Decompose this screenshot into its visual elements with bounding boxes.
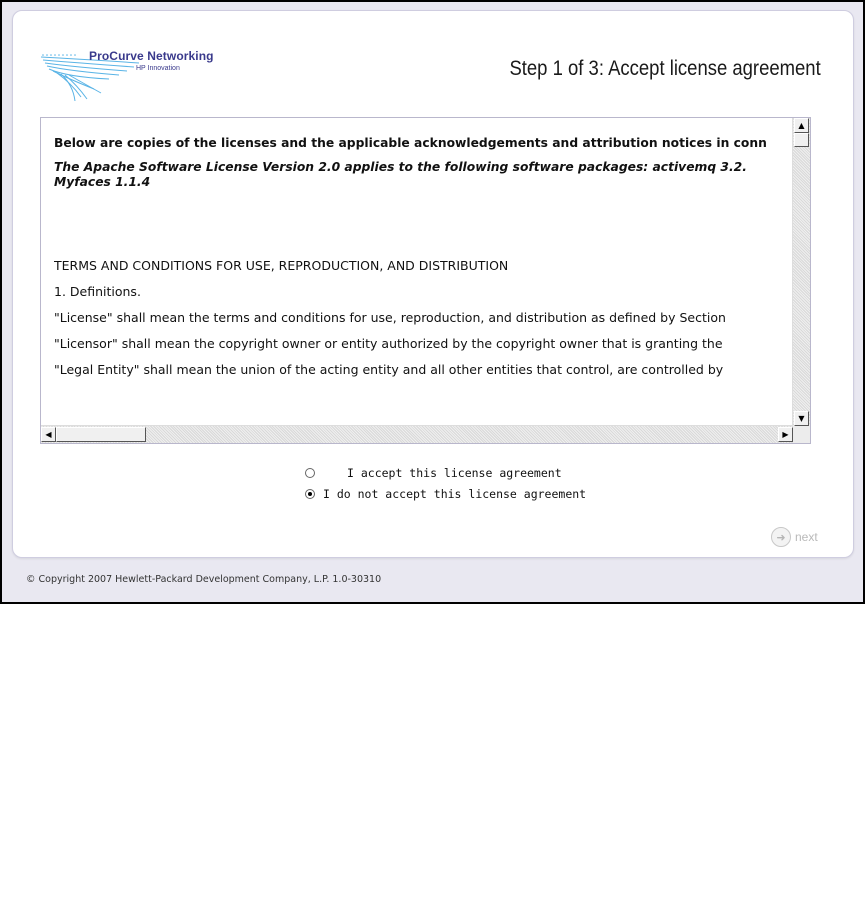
scrollbar-corner	[793, 426, 810, 443]
license-definition: "License" shall mean the terms and conditions for use, reproduction, and distribution as defined by Section	[54, 310, 726, 325]
decline-radio[interactable]	[305, 489, 315, 499]
accept-radio[interactable]	[305, 468, 315, 478]
arrow-right-circle-icon: ➜	[771, 527, 791, 547]
copyright-footer: © Copyright 2007 Hewlett-Packard Development Company, L.P. 1.0-30310	[26, 574, 382, 585]
arrow-right-icon[interactable]: ▶	[778, 427, 793, 442]
next-button[interactable]	[771, 526, 831, 548]
accept-label[interactable]: I accept this license agreement	[347, 466, 562, 480]
legal-entity-definition: "Legal Entity" shall mean the union of the acting entity and all other entities that control, are controlled by	[54, 362, 724, 377]
apache-line-2: Myfaces 1.1.4	[54, 175, 151, 189]
definitions-heading: 1. Definitions.	[54, 284, 141, 299]
horizontal-scroll-thumb[interactable]	[56, 427, 146, 442]
vertical-scrollbar[interactable]	[792, 118, 810, 426]
arrow-down-icon[interactable]: ▼	[794, 411, 809, 426]
logo-title: ProCurve Networking	[89, 49, 214, 63]
terms-heading: TERMS AND CONDITIONS FOR USE, REPRODUCTION, AND DISTRIBUTION	[54, 258, 509, 273]
horizontal-scrollbar[interactable]	[41, 425, 793, 443]
vertical-scroll-thumb[interactable]	[794, 133, 809, 147]
logo-subtitle: HP Innovation	[136, 65, 180, 72]
procurve-logo	[39, 49, 229, 105]
license-text-area[interactable]	[40, 117, 811, 444]
licensor-definition: "Licensor" shall mean the copyright owner or entity authorized by the copyright owner that is granting the	[54, 336, 723, 351]
page-title: Step 1 of 3: Accept license agreement	[509, 57, 821, 80]
apache-line-1: The Apache Software License Version 2.0 applies to the following software packages: activemq 3.2.	[54, 160, 747, 174]
license-intro: Below are copies of the licenses and the applicable acknowledgements and attribution notices in conn	[54, 136, 767, 150]
license-content	[54, 136, 794, 428]
next-label: next	[795, 530, 818, 544]
decline-label[interactable]: I do not accept this license agreement	[323, 487, 587, 501]
arrow-left-icon[interactable]: ◀	[41, 427, 56, 442]
arrow-up-icon[interactable]: ▲	[794, 118, 809, 133]
wizard-card	[12, 10, 854, 558]
